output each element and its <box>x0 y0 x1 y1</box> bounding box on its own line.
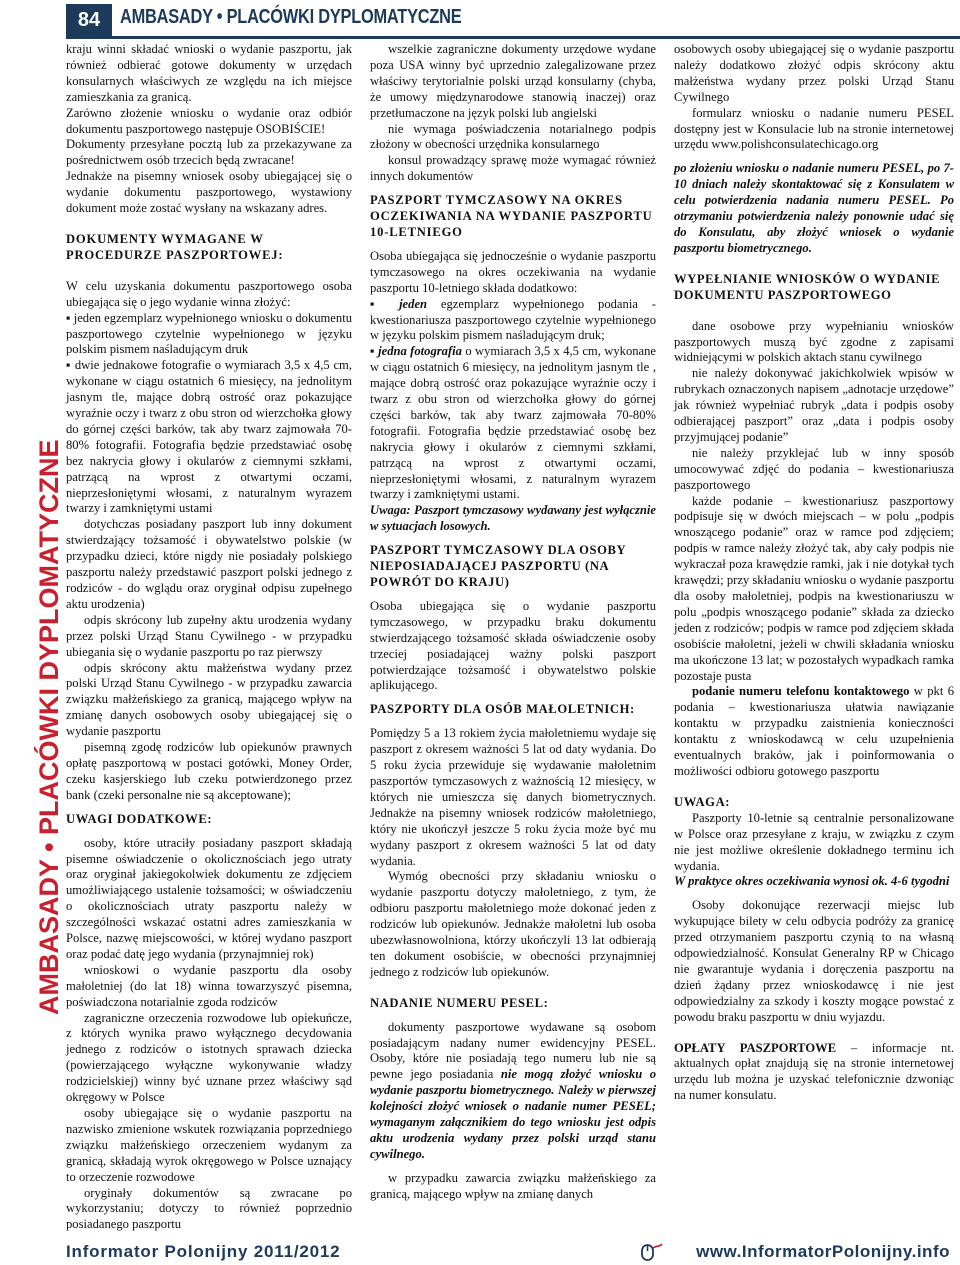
header-rule <box>66 36 960 39</box>
paragraph: Osoba ubiegająca się jednocześnie o wydanie paszportu tymczasowego na okres oczekiwania na wydanie paszportu 10-letniego składa dodatkowo: <box>370 248 656 295</box>
section-heading: PASZPORT TYMCZASOWY DLA OSOBY NIEPOSIADAJĄCEJ PASZPORTU (NA POWRÓT DO KRAJU) <box>370 543 626 589</box>
bullet-text: o wymiarach 3,5 x 4,5 cm, wykonane w ciągu ostatnich 6 miesięcy, na jednolitym jasnym tle , mające dobrą ostrość oraz pokazujące wyraźnie oczy i twarz z obu stron od wierzchołka głowy do górnej części barków, tak aby twarz zajmowała 70-80% fotografii. Fotografia będzie przedstawiać osobę bez nakrycia głowy i okularów z ciemnymi szkłami, patrzącą na wprost z otwartymi oczami, nieprzesłoniętymi włosami, z naturalnym wyrazem twarzy i zamkniętymi ustami. <box>370 344 657 502</box>
paragraph: każde podanie – kwestionariusz paszportowy podpisuje się w dwóch miejscach – w polu „podpis wnoszącego podanie” oraz w ramce pod zdjęciem; podpis w ramce należy złożyć tak, aby cały podpis nie wykraczał poza krawędzie ramki, jak i nie dotykał tych krawędzi; przy składaniu wniosku o wydanie paszportu dla osoby małoletniej, podpis na kwestionariuszu w polu „podpis wnoszącego podanie” składa za dziecko jeden z rodziców; podpis w ramce pod zdjęciem składa osobiście małoletni, jeżeli w chwili składania wniosku ma ukończone 13 lat; w pozostałych wypadkach ramka pozostaje pusta <box>674 493 954 683</box>
paragraph: osoby ubiegające się o wydanie paszportu na nazwisko zmienione wskutek rozwiązania poprzedniego związku małżeńskiego orzeczeniem wydanym za granicą, składają wyrok okręgowego w Polsce uznający to orzeczenie rozwodowe <box>66 1106 352 1184</box>
paragraph: pisemną zgodę rodziców lub opiekunów prawnych opłatę paszportową w postaci gotówki, Money Order, czeku kasjerskiego lub czeku potwierdzonego przez bank (czeki personalne nie są akceptowane); <box>66 740 352 802</box>
section-heading: UWAGA: <box>674 794 731 809</box>
paragraph: nie wymaga poświadczenia notarialnego podpis złożony w obecności urzędnika konsularnego <box>370 121 656 152</box>
page-footer <box>0 1238 960 1265</box>
paragraph: odpis skrócony lub zupełny aktu urodzenia wydany przez polski Urząd Stanu Cywilnego - w przypadku ubiegania się o wydanie paszportu po raz pierwszy <box>66 612 352 659</box>
website-link[interactable]: www.InformatorPolonijny.info <box>696 1242 950 1261</box>
paragraph: Jednakże na pisemny wniosek osoby ubiegającej się o wydanie dokumentu paszportowego, wystawiony dokument może zostać wysłany na wskazany adres. <box>66 169 352 216</box>
bullet-item: ▪ jeden egzemplarz wypełnionego wniosku o dokumentu paszportowego czytelnie wypełnionego w języku polskim pismem naśladującym druk <box>66 311 352 359</box>
paragraph: osobowych osoby ubiegającej się o wydanie paszportu należy dodatkowo złożyć odpis skrócony aktu małżeństwa wydany przez polski Urząd Stanu Cywilnego <box>674 42 954 104</box>
paragraph: Paszporty 10-letnie są centralnie personalizowane w Polsce oraz przesyłane z kraju, w związku z czym nie jest możliwe określenie dokładnego terminu ich wydania. <box>674 810 954 873</box>
paragraph: Pomiędzy 5 a 13 rokiem życia małoletniemu wydaje się paszport z okresem ważności 5 lat od daty wydania. Do 5 roku życia przewiduje się wydawanie małoletnim paszportów tymczasowych z ważnością 12 miesięcy, w których nie umieszcza się danych biometrycznych. Jednakże na pisemny wniosek rodziców małoletniego, który nie ukończył jeszcze 5 roku życia może być mu wydany paszport z okresem ważności 5 lat od daty wydania. <box>370 726 656 868</box>
side-section-title: AMBASADY • PLACÓWKI DYPLOMATYCZNE <box>34 439 64 1015</box>
section-heading: WYPEŁNIANIE WNIOSKÓW O WYDANIE DOKUMENTU PASZPORTOWEGO <box>674 271 941 302</box>
paragraph: zagraniczne orzeczenia rozwodowe lub opiekuńcze, z których wynika prawo wyłącznego decydowania jednego z rodziców o istotnych sprawach dziecka (powierzającego wyłączne wykonywanie władzy rodzicielskiej) winny być uznane przez właściwy sąd okręgowy w Polsce <box>66 1010 352 1105</box>
section-heading: DOKUMENTY WYMAGANE W PROCEDURZE PASZPORTOWEJ: <box>66 231 284 262</box>
paragraph: wnioskowi o wydanie paszportu dla osoby małoletniej (do lat 18) winna towarzyszyć pisemna, poświadczona notarialnie zgoda rodziców <box>66 962 352 1009</box>
phone-text: w pkt 6 podania – kwestionariusza ułatwia nawiązanie kontaktu w przypadku zaistnienia konieczności kontaktu z wnioskodawcą w celu uzupełnienia eventualnych braków, jak i poinformowania o możliwości odbioru gotowego paszportu <box>674 684 955 778</box>
pesel-text: dokumenty paszportowe wydawane są osobom posiadającym nadany numer ewidencyjny PESEL. Osoby, które nie posiadają tego numeru lub nie są pewne jego posiadania <box>370 1019 656 1082</box>
paragraph: Wymóg obecności przy składaniu wniosku o wydanie paszportu dotyczy małoletniego, z tym, że odbioru paszportu małoletniego może dokonać jeden z rodziców lub opiekunów. Jednakże małoletni lub osoba ubezwłasnowolniona, którzy ukończyli 13 lat odbierają ten dokument osobiście, w obecności przynajmniej jednego z rodziców lub opiekunów. <box>370 869 656 979</box>
paragraph: odpis skrócony aktu małżeństwa wydany przez polski Urząd Stanu Cywilnego - w przypadku zawarcia związku małżeńskiego za granicą, mającego wpływ na zmianę danych osobowych osoby ubiegającej się o wydanie paszportu <box>66 660 352 739</box>
page-number: 84 <box>66 4 112 36</box>
paragraph: oryginały dokumentów są zwracane po wykorzystaniu; dotyczy to również poprzednio posiadanego paszportu <box>66 1185 352 1232</box>
paragraph: osoby, które utraciły posiadany paszport składają pisemne oświadczenie o okolicznościach jego utraty oraz oryginał jakiegokolwiek dokumentu ze zdjęciem umożliwiającego ustalenie tożsamości; w oświadczeniu o okolicznościach utraty paszportu należy w szczególności wskazać ostatni adres zamieszkania w Polsce, nazwę miejscowości, w której wydano paszport oraz podać datę jego wydania (przynajmniej rok) <box>66 835 352 961</box>
fees-heading: OPŁATY PASZPORTOWE <box>674 1040 837 1055</box>
bullet-item <box>370 297 656 345</box>
paragraph <box>674 684 954 779</box>
paragraph: dotychczas posiadany paszport lub inny dokument stwierdzający tożsamość i obywatelstwo polskie (w przypadku dzieci, które nigdy nie posiadały polskiego paszportu należy przedstawić paszport polski jednego z rodziców - do wglądu oraz oryginał odpisu zupełnego aktu urodzenia) <box>66 517 352 611</box>
section-title: AMBASADY • PLACÓWKI DYPLOMATYCZNE <box>120 6 462 28</box>
paragraph: kraju winni składać wnioski o wydanie paszportu, jak również odbierać gotowe dokumenty w urzędach konsularnych właściwych ze względu na ich miejsce zamieszkania za granicą. <box>66 42 352 104</box>
bullet-item <box>370 344 656 503</box>
phone-lead: podanie numeru telefonu kontaktowego <box>692 684 910 699</box>
paragraph: formularz wniosku o nadanie numeru PESEL dostępny jest w Konsulacie lub na stronie internetowej urzędu www.polishconsulatechicago.org <box>674 105 954 152</box>
column-3 <box>674 42 954 1104</box>
bullet-lead: jedna fotografia <box>378 344 462 359</box>
column-1 <box>66 42 352 1233</box>
paragraph: dane osobowe przy wypełnianiu wniosków paszportowych muszą być zgodne z zapisami widniejącymi w polskich aktach stanu cywilnego <box>674 318 954 365</box>
paragraph: Osoby dokonujące rezerwacji miejsc lub wykupujące bilety w celu odbycia podróży za granicę przed otrzymaniem paszportu czynią to na własną odpowiedzialność. Konsulat Generalny RP w Chicago nie gwarantuje wydania i doręczenia paszportu na dzień żądany przez wnioskodawcę i nie jest odpowiedzialny za szkody i koszty mogące powstać z powodu braku paszportu w dniu wyjazdu. <box>674 898 954 1024</box>
section-heading: UWAGI DODATKOWE: <box>66 811 213 826</box>
paragraph: Dokumenty przesyłane pocztą lub za przekazywane za pośrednictwem osób trzecich będą zwracane! <box>66 137 352 168</box>
paragraph: Osoba ubiegająca się o wydanie paszportu tymczasowego, w przypadku braku dokumentu stwierdzającego tożsamość składa oświadczenie osoby trzeciej posiadającej ważny polski paszport potwierdzające tożsamość i obywatelstwo polskie aplikującego. <box>370 598 656 693</box>
paragraph: wszelkie zagraniczne dokumenty urzędowe wydane poza USA winny być uprzednio zalegalizowane przez właściwy terytorialnie polski urząd konsularny (chyba, że umowy międzynarodowe stanowią inaczej) oraz przetłumaczone na język polski lub angielski <box>370 42 656 120</box>
paragraph <box>370 1020 656 1163</box>
section-heading: NADANIE NUMERU PESEL: <box>370 995 549 1010</box>
bullet-lead: jeden <box>399 296 428 311</box>
paragraph: w przypadku zawarcia związku małżeńskiego za granicą, mającego wpływ na zmianę danych <box>370 1170 656 1201</box>
paragraph-emphasis: W praktyce okres oczekiwania wynosi ok. 4-6 tygodni <box>674 874 950 889</box>
paragraph: Zarówno złożenie wniosku o wydanie oraz odbiór dokumentu paszportowego następuje OSOBIŚCIE! <box>66 105 352 136</box>
publication-name: Informator Polonijny 2011/2012 <box>66 1242 341 1261</box>
paragraph <box>674 1041 954 1105</box>
bullet-text: egzemplarz wypełnionego podania - kwestionariusza paszportowego czytelnie wypełnionego w języku polskim pismem naśladującym druk; <box>370 296 656 343</box>
paragraph: konsul prowadzący sprawę może wymagać również innych dokumentów <box>370 153 656 184</box>
section-heading: PASZPORT TYMCZASOWY NA OKRES OCZEKIWANIA NA WYDANIE PASZPORTU 10-LETNIEGO <box>370 193 653 239</box>
paragraph-emphasis: po złożeniu wniosku o nadanie numeru PESEL, po 7-10 dniach należy skontaktować się z Konsulatem w celu potwierdzenia nadania numeru PESEL. Po otrzymaniu potwierdzenia należy ponownie udać się do Konsulatu, aby złożyć wniosek o wydanie paszportu biometrycznego. <box>674 161 954 255</box>
bullet-item: ▪ dwie jednakowe fotografie o wymiarach 3,5 x 4,5 cm, wykonane w ciągu ostatnich 6 miesięcy, na jednolitym jasnym tle, mające dobrą ostrość oraz pokazujące wyraźnie oczy i twarz z obu stron od wierzchołka głowy do górnej części barków, tak aby twarz zajmowała 70-80% fotografii. Fotografia będzie przedstawiać osobę bez nakrycia głowy i okularów z ciemnymi szkłami, patrzącą na wprost z otwartymi oczami, nieprzesłoniętymi włosami, z naturalnym wyrazem twarzy i zamkniętymi ustami <box>66 358 352 517</box>
paragraph: W celu uzyskania dokumentu paszportowego osoba ubiegająca się o jego wydanie winna złożyć: <box>66 278 352 309</box>
note: Uwaga: Paszport tymczasowy wydawany jest wyłącznie w sytuacjach losowych. <box>370 503 656 534</box>
side-band <box>0 0 64 1265</box>
computer-mouse-icon <box>640 1242 664 1262</box>
fees-text: – informacje nt. aktualnych opłat znajdują się na stronie internetowej urzędu lub można je uzyskać telefonicznie dzwoniąc na numer konsulatu. <box>674 1040 955 1103</box>
paragraph: nie należy dokonywać jakichkolwiek wpisów w rubrykach oznaczonych napisem „adnotacje urzędowe” jak również wypełniać rubryk „data i podpis osoby odbierającej paszport” oraz „data i podpis osoby przyjmującej podanie” <box>674 366 954 444</box>
section-heading: PASZPORTY DLA OSÓB MAŁOLETNICH: <box>370 702 635 717</box>
paragraph: nie należy przyklejać lub w inny sposób umocowywać zdjęć do podania – kwestionariusza paszportowego <box>674 445 954 492</box>
column-2 <box>370 42 656 1203</box>
page-header <box>0 0 960 38</box>
pesel-emphasis: nie mogą złożyć wniosku o wydanie paszportu biometrycznego. Należy w pierwszej kolejności złożyć wniosek o nadanie numer PESEL; wymaganym załącznikiem do tego wniosku jest odpis aktu urodzenia wydany przez polski urząd stanu cywilnego. <box>370 1067 656 1161</box>
